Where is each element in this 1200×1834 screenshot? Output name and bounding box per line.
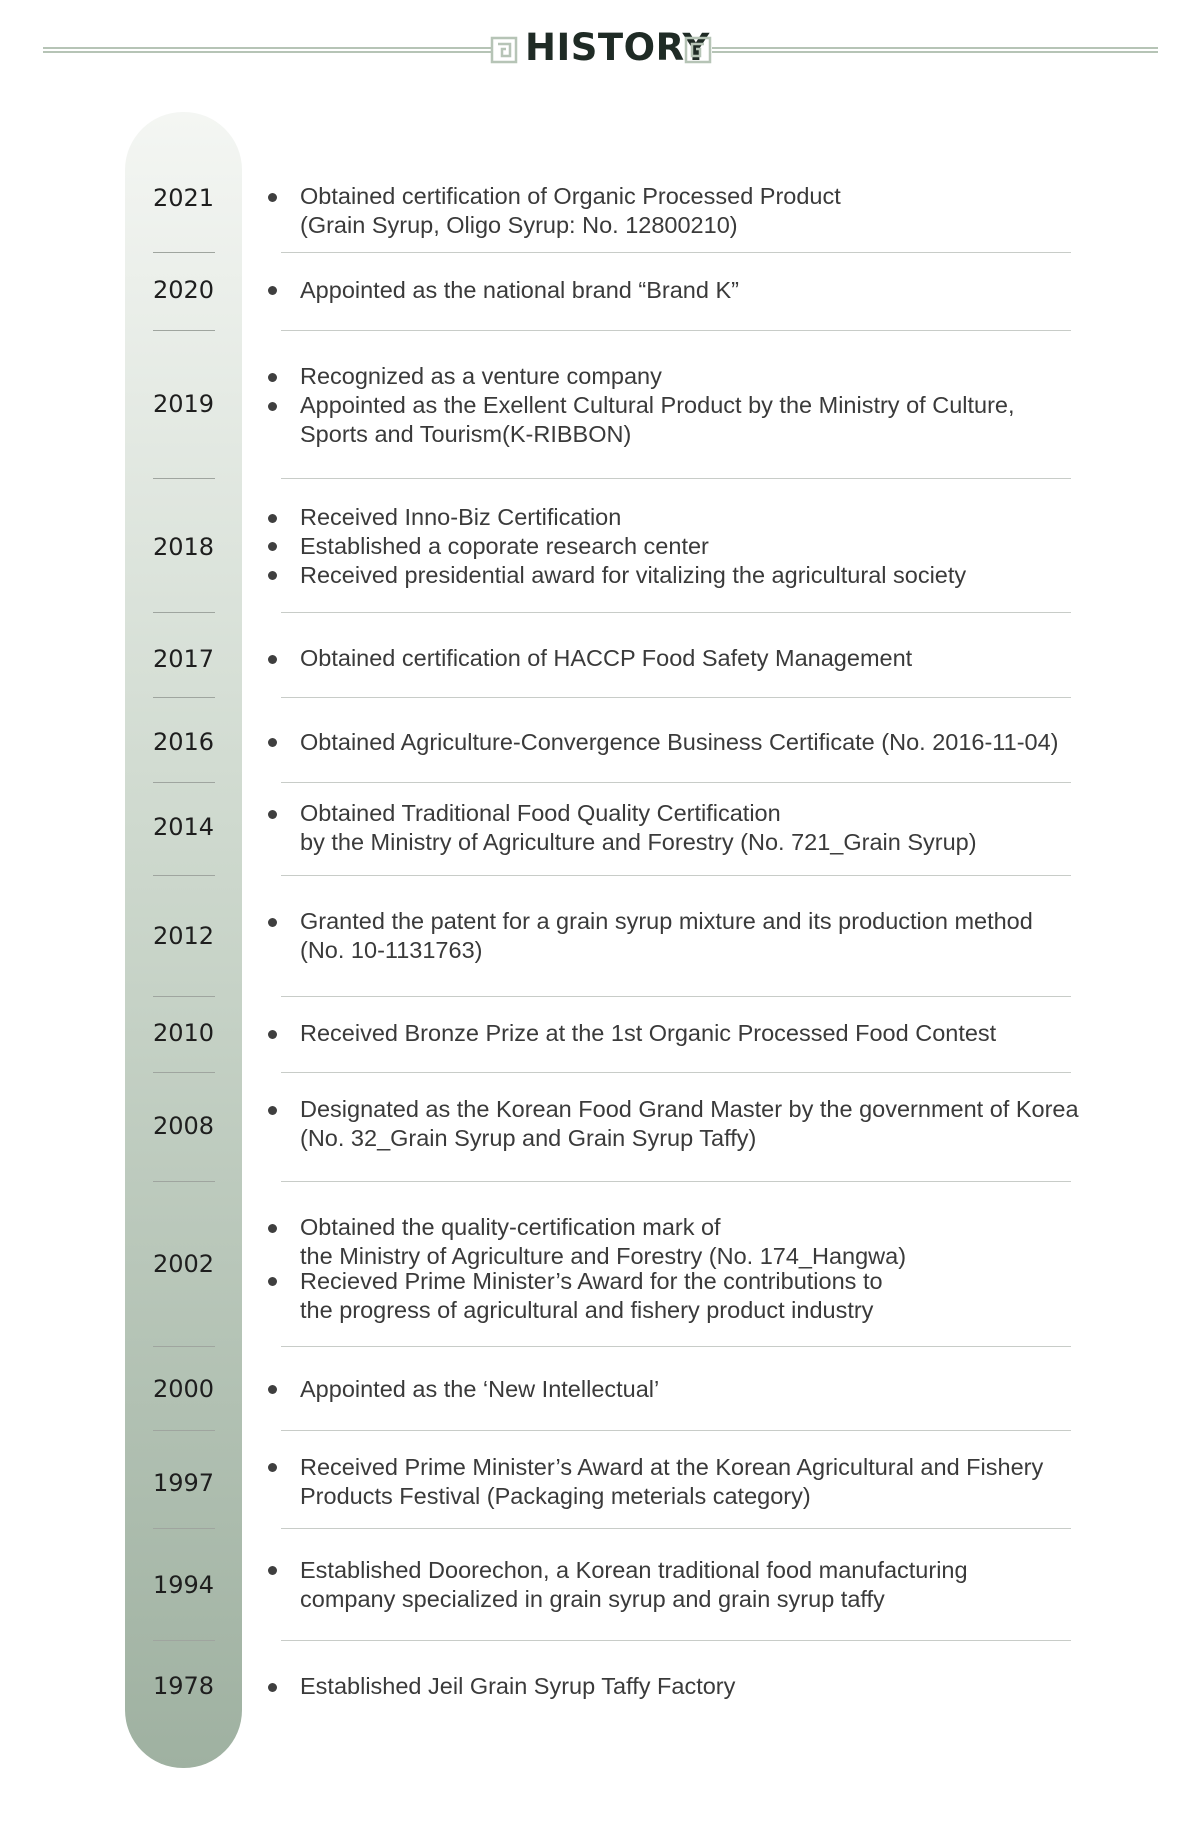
year-label: 2018 xyxy=(152,533,215,561)
bullet-dot-icon xyxy=(268,571,277,580)
year-separator xyxy=(153,612,215,613)
event-text: Established Doorechon, a Korean traditional food manufacturing company specialized in grain syrup and grain syrup taffy xyxy=(300,1557,968,1612)
row-separator xyxy=(281,1346,1071,1347)
year-label: 2014 xyxy=(152,813,215,841)
bullet-dot-icon xyxy=(268,655,277,664)
row-separator xyxy=(281,782,1071,783)
row-separator xyxy=(281,612,1071,613)
event-text: Received presidential award for vitalizing the agricultural society xyxy=(300,562,967,588)
year-label: 1997 xyxy=(152,1469,215,1497)
event-text: Recognized as a venture company xyxy=(300,363,662,389)
year-separator xyxy=(153,782,215,783)
event-text: Established Jeil Grain Syrup Taffy Factory xyxy=(300,1673,736,1699)
year-separator xyxy=(153,478,215,479)
event-text: Obtained certification of HACCP Food Safety Management xyxy=(300,645,913,671)
year-label: 2016 xyxy=(152,728,215,756)
year-label: 2010 xyxy=(152,1019,215,1047)
year-label: 2002 xyxy=(152,1250,215,1278)
bullet-dot-icon xyxy=(268,1463,277,1472)
event-text: Obtained Agriculture-Convergence Business Certificate (No. 2016-11-04) xyxy=(300,729,1059,755)
year-label: 1994 xyxy=(152,1571,215,1599)
bullet-dot-icon xyxy=(268,193,277,202)
row-separator xyxy=(281,1430,1071,1431)
bullet-dot-icon xyxy=(268,1385,277,1394)
event-text: Received Bronze Prize at the 1st Organic Processed Food Contest xyxy=(300,1020,997,1046)
bullet-dot-icon xyxy=(268,373,277,382)
row-separator xyxy=(281,996,1071,997)
year-separator xyxy=(153,1528,215,1529)
row-separator xyxy=(281,1528,1071,1529)
bullet-dot-icon xyxy=(268,1106,277,1115)
year-label: 2000 xyxy=(152,1375,215,1403)
event-text: Appointed as the national brand “Brand K” xyxy=(300,277,739,303)
year-label: 2021 xyxy=(152,184,215,212)
row-separator xyxy=(281,1072,1071,1073)
bullet-dot-icon xyxy=(268,402,277,411)
row-separator xyxy=(281,1181,1071,1182)
event-text: Received Prime Minister’s Award at the Korean Agricultural and Fishery Products Festival (Packaging meterials category) xyxy=(300,1454,1044,1509)
year-separator xyxy=(153,1430,215,1431)
bullet-dot-icon xyxy=(268,1566,277,1575)
event-text: Received Inno-Biz Certification xyxy=(300,504,622,530)
year-label: 2012 xyxy=(152,922,215,950)
year-separator xyxy=(153,1181,215,1182)
year-label: 2019 xyxy=(152,390,215,418)
page-title: HISTORY xyxy=(525,26,710,69)
bullet-dot-icon xyxy=(268,1277,277,1286)
event-text: Appointed as the Exellent Cultural Product by the Ministry of Culture, Sports and Tourism(K-RIBBON) xyxy=(300,392,1015,447)
bullet-dot-icon xyxy=(268,514,277,523)
year-separator xyxy=(153,252,215,253)
year-separator xyxy=(153,875,215,876)
bullet-dot-icon xyxy=(268,1683,277,1692)
year-label: 1978 xyxy=(152,1672,215,1700)
row-separator xyxy=(281,478,1071,479)
year-label: 2008 xyxy=(152,1112,215,1140)
year-separator xyxy=(153,1346,215,1347)
bullet-dot-icon xyxy=(268,542,277,551)
row-separator xyxy=(281,252,1071,253)
row-separator xyxy=(281,330,1071,331)
row-separator xyxy=(281,697,1071,698)
row-separator xyxy=(281,1640,1071,1641)
event-text: Established a coporate research center xyxy=(300,533,709,559)
year-separator xyxy=(153,330,215,331)
year-separator xyxy=(153,996,215,997)
year-label: 2017 xyxy=(152,645,215,673)
bullet-dot-icon xyxy=(268,738,277,747)
year-separator xyxy=(153,1640,215,1641)
event-text: Granted the patent for a grain syrup mixture and its production method (No. 10-1131763) xyxy=(300,908,1033,963)
bullet-dot-icon xyxy=(268,810,277,819)
bullet-dot-icon xyxy=(268,1030,277,1039)
bullet-dot-icon xyxy=(268,1224,277,1233)
event-text: Obtained certification of Organic Processed Product (Grain Syrup, Oligo Syrup: No. 12800210) xyxy=(300,183,841,238)
row-separator xyxy=(281,875,1071,876)
event-text: Obtained the quality-certification mark of the Ministry of Agriculture and Forestry (No. 174_Hangwa) xyxy=(300,1214,907,1269)
event-text: Appointed as the ‘New Intellectual’ xyxy=(300,1376,660,1402)
year-label: 2020 xyxy=(152,276,215,304)
event-text: Recieved Prime Minister’s Award for the contributions to the progress of agricultural and fishery product industry xyxy=(300,1268,883,1323)
event-text: Designated as the Korean Food Grand Master by the government of Korea (No. 32_Grain Syrup and Grain Syrup Taffy) xyxy=(300,1096,1079,1151)
year-separator xyxy=(153,1072,215,1073)
bullet-dot-icon xyxy=(268,918,277,927)
bullet-dot-icon xyxy=(268,286,277,295)
event-text: Obtained Traditional Food Quality Certification by the Ministry of Agriculture and Forestry (No. 721_Grain Syrup) xyxy=(300,800,977,855)
year-separator xyxy=(153,697,215,698)
